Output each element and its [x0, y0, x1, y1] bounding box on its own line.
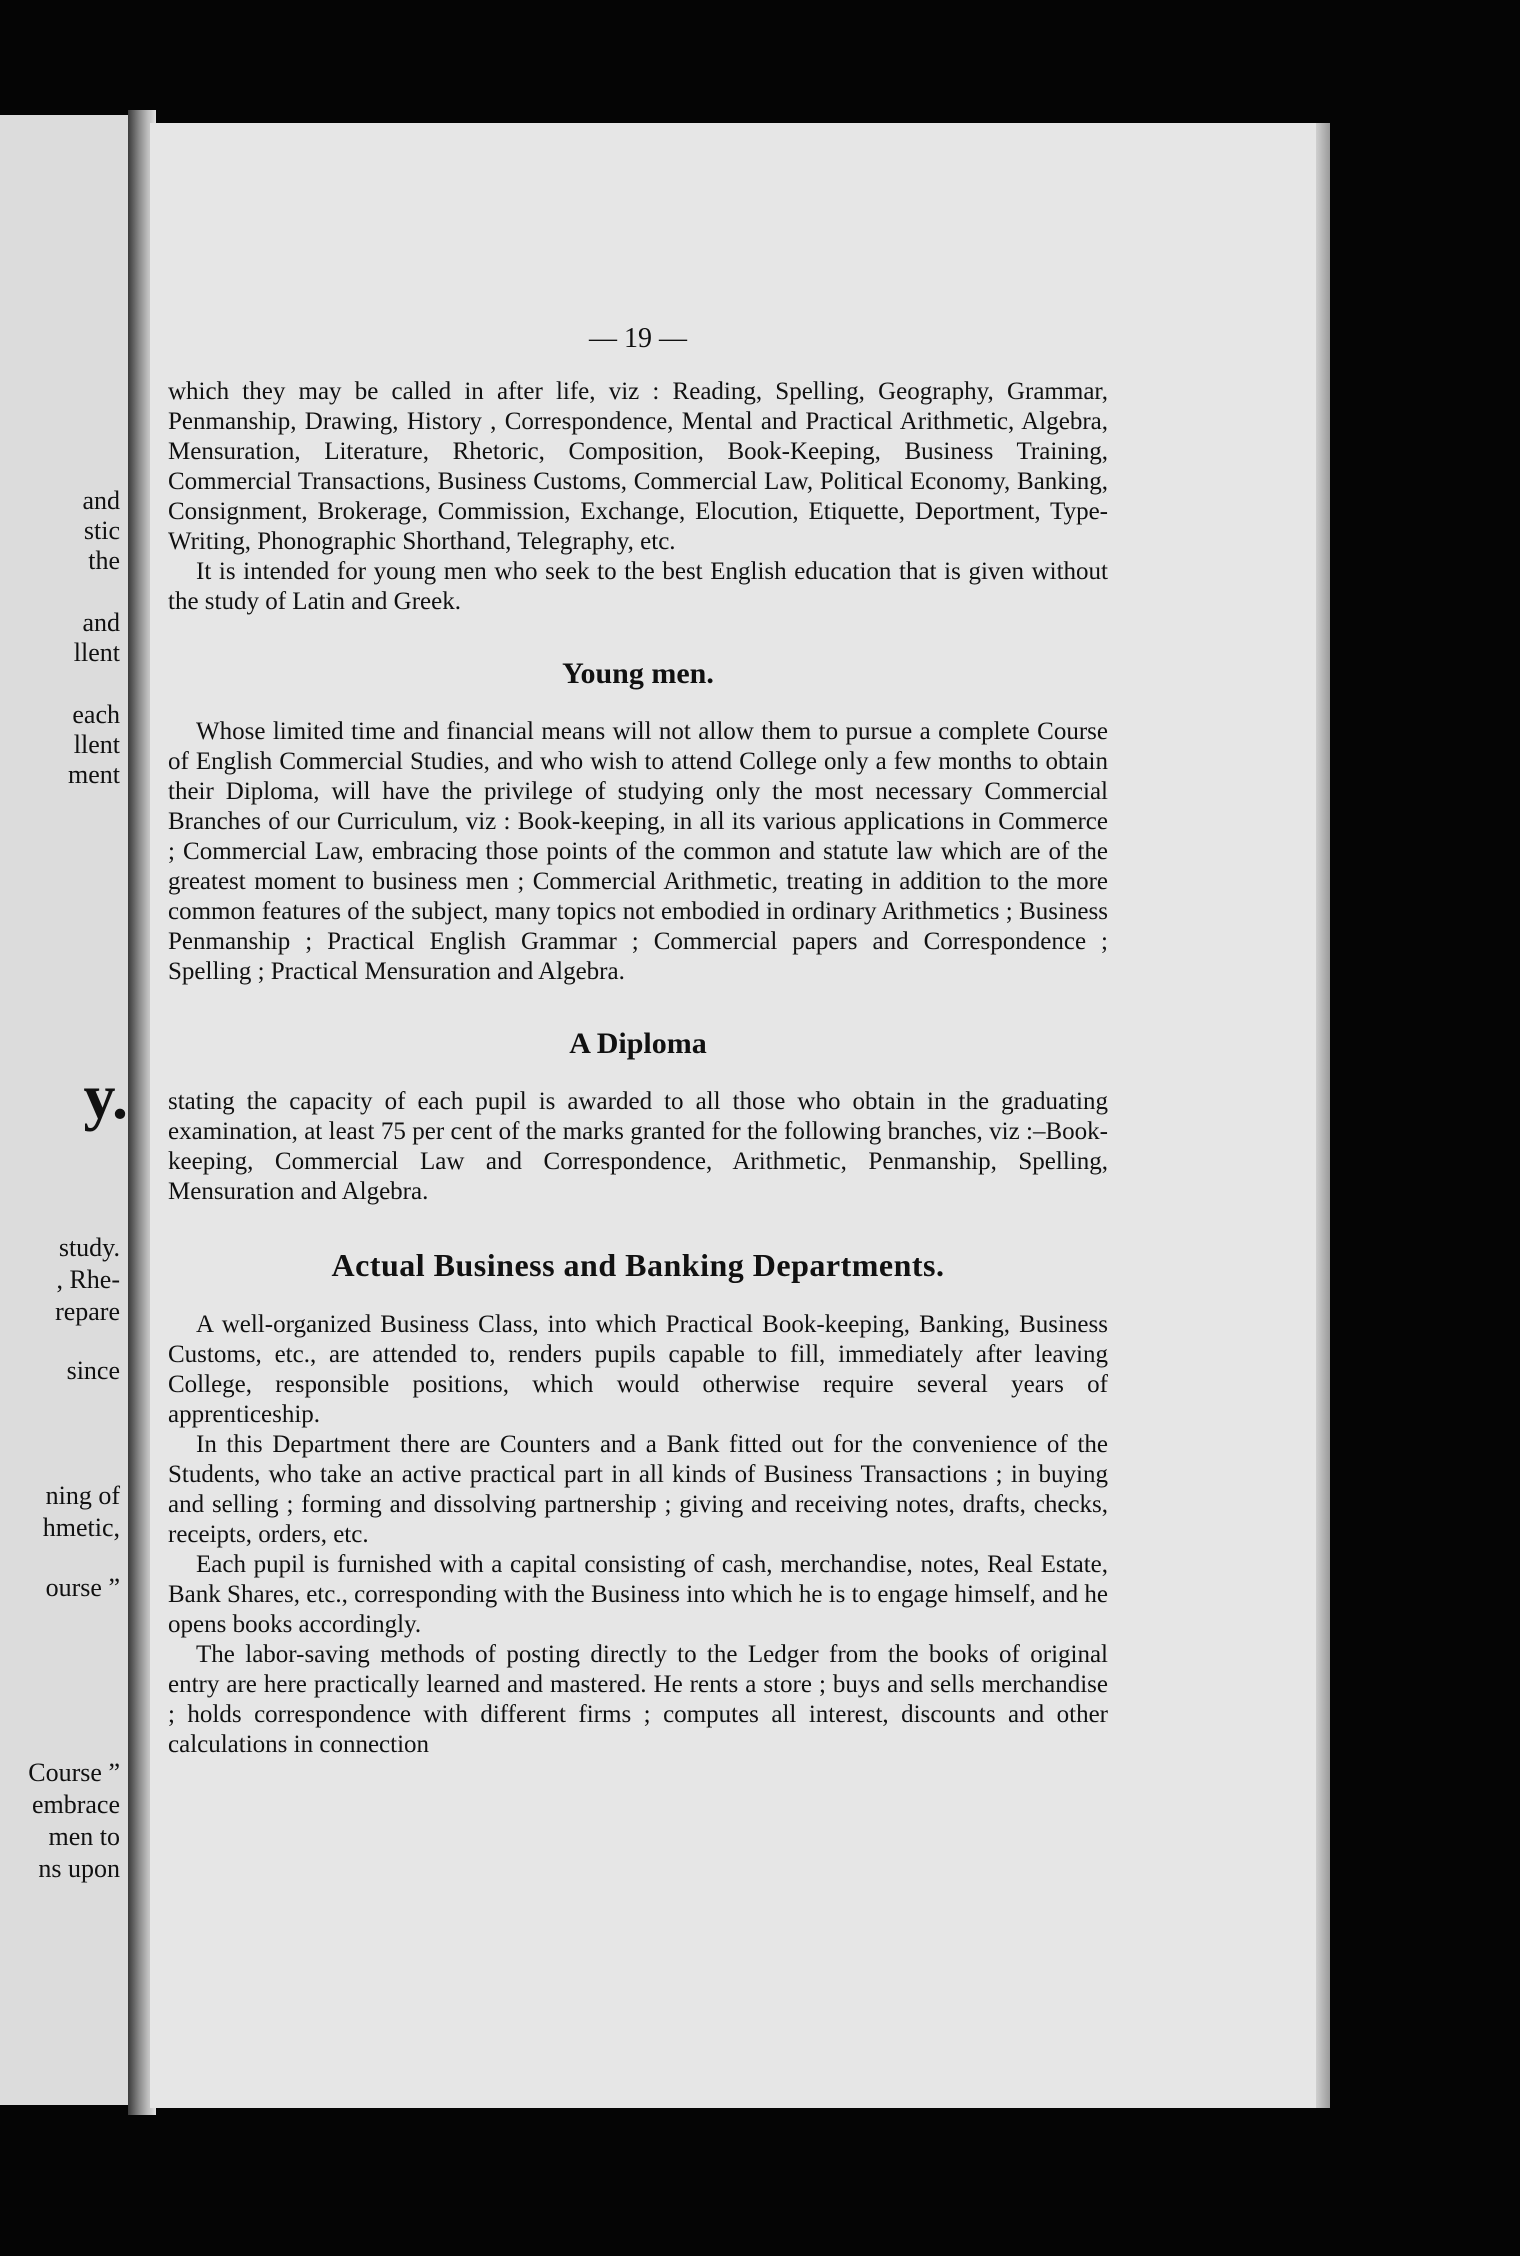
paragraph: In this Department there are Counters and a Bank fitted out for the convenience of the Students, who take an active practical part in all kinds of Business Transactions ; in buying and selling ; forming and dissolving partnership ; giving and receiving notes, drafts, checks, receipts, orders, etc.	[168, 1431, 1108, 1548]
left-text-fragment: and	[82, 608, 120, 637]
left-text-fragment: llent	[73, 730, 120, 759]
left-text-fragment: llent	[73, 638, 120, 667]
section-heading: Young men.	[562, 657, 714, 690]
left-text-fragment: embrace	[31, 1790, 120, 1819]
section-heading: A Diploma	[569, 1027, 707, 1060]
left-text-fragment: stic	[83, 516, 120, 545]
left-text-fragment: ns upon	[38, 1854, 120, 1883]
left-text-fragment: ning of	[45, 1481, 120, 1510]
page-number: — 19 —	[589, 323, 687, 354]
left-text-fragment: study.	[58, 1233, 120, 1262]
page-edge-shadow	[1316, 123, 1330, 2108]
left-text-fragment: , Rhe-	[56, 1265, 120, 1294]
left-text-fragment: Course ”	[28, 1758, 120, 1787]
document-page	[150, 123, 1330, 2108]
left-text-fragment: repare	[55, 1297, 120, 1326]
left-page-fragment	[0, 115, 132, 2105]
left-text-fragment: hmetic,	[42, 1513, 120, 1542]
page-body	[168, 323, 1108, 1760]
left-text-fragment: the	[88, 546, 120, 575]
paragraph: Each pupil is furnished with a capital consisting of cash, merchandise, notes, Real Estate, Bank Shares, etc., corresponding with the Business into which he is to engage himself, and he opens books accordingly.	[168, 1551, 1108, 1638]
left-text-fragment: each	[72, 700, 120, 729]
paragraph: The labor-saving methods of posting directly to the Ledger from the books of original entry are here practically learned and mastered. He rents a store ; buys and sells merchandise ; holds correspondence with different firms ; computes all interest, discounts and other calculations in connection	[168, 1641, 1108, 1758]
left-text-fragment: ment	[68, 760, 120, 789]
paragraph: Whose limited time and financial means will not allow them to pursue a complete Course of English Commercial Studies, and who wish to attend College only a few months to obtain their Diploma, will have the privilege of studying only the most necessary Commercial Branches of our Curriculum, viz : Book-keeping, in all its various applications in Commerce ; Commercial Law, embracing those points of the common and statute law which are of the greatest moment to business men ; Commercial Arithmetic, treating in addition to the more common features of the subject, many topics not embodied in ordinary Arithmetics ; Business Penmanship ; Practical English Grammar ; Commercial papers and Correspondence ; Spelling ; Practical Mensuration and Algebra.	[168, 718, 1108, 985]
paragraph: It is intended for young men who seek to the best English education that is given without the study of Latin and Greek.	[168, 558, 1108, 615]
section-heading: Actual Business and Banking Departments.	[331, 1247, 945, 1283]
left-text-fragment: since	[66, 1356, 120, 1385]
left-text-fragment: and	[82, 486, 120, 515]
paragraph: A well-organized Business Class, into which Practical Book-keeping, Banking, Business Customs, etc., are attended to, renders pupils capable to fill, immediately after leaving College, responsible positions, which would otherwise require several years of apprenticeship.	[168, 1311, 1108, 1428]
left-text-fragment: y.	[83, 1061, 128, 1132]
paragraph: which they may be called in after life, viz : Reading, Spelling, Geography, Grammar, Penmanship, Drawing, History , Correspondence, Mental and Practical Arithmetic, Algebra, Mensuration, Literature, Rhetoric, Composition, Book-Keeping, Business Training, Commercial Transactions, Business Customs, Commercial Law, Political Economy, Banking, Consignment, Brokerage, Commission, Exchange, Elocution, Etiquette, Deportment, Type-Writing, Phonographic Shorthand, Telegraphy, etc.	[168, 378, 1108, 555]
paragraph: stating the capacity of each pupil is awarded to all those who obtain in the graduating examination, at least 75 per cent of the marks granted for the following branches, viz :–Book-keeping, Commercial Law and Correspondence, Arithmetic, Penmanship, Spelling, Mensuration and Algebra.	[168, 1088, 1108, 1205]
left-text-fragment: ourse ”	[45, 1573, 120, 1602]
left-text-fragment: men to	[48, 1822, 120, 1851]
